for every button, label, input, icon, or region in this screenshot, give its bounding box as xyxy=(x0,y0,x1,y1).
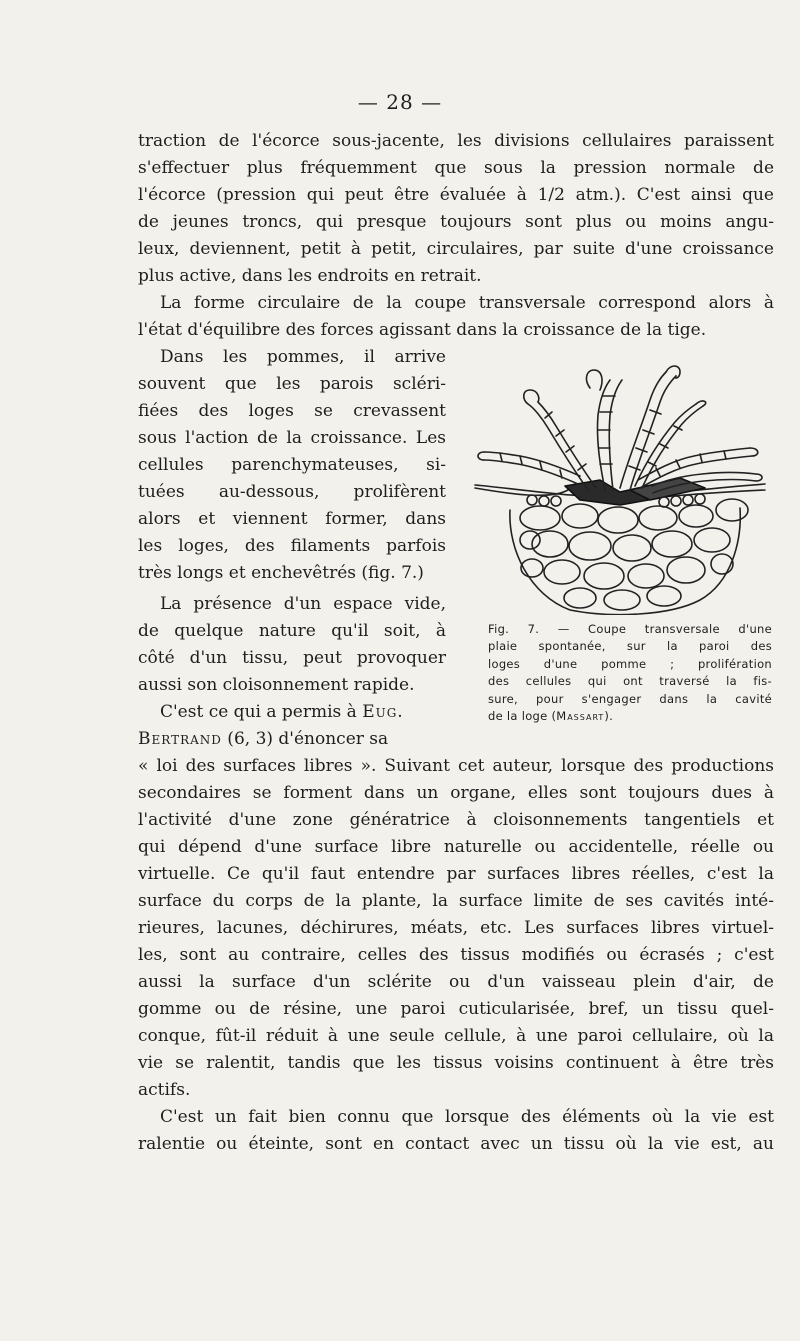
wrap-line: Dans les pommes, il arrive xyxy=(160,347,446,367)
body-line: surface du corps de la plante, la surface limite de ses cavités inté- xyxy=(138,891,774,911)
wrap-line-text: C'est ce qui a permis à xyxy=(160,702,363,722)
caption-author: Massart xyxy=(556,708,605,723)
caption-line: sure, pour s'engager dans la cavité xyxy=(488,691,772,706)
body-line: aussi la surface d'un sclérite ou d'un vaisseau plein d'air, de xyxy=(138,972,774,992)
body-line: C'est un fait bien connu que lorsque des éléments où la vie est xyxy=(160,1107,774,1127)
caption-line: Fig. 7. — Coupe transversale d'une xyxy=(488,622,772,636)
caption-text: de la loge ( xyxy=(488,708,557,723)
body-line: La forme circulaire de la coupe transversale correspond alors à xyxy=(160,293,774,313)
body-line: secondaires se forment dans un organe, elles sont toujours dues à xyxy=(138,783,774,803)
body-line: leux, deviennent, petit à petit, circulaires, par suite d'une croissance xyxy=(138,239,774,259)
body-line: vie se ralentit, tandis que les tissus voisins continuent à être très xyxy=(138,1053,774,1073)
body-line: les, sont au contraire, celles des tissus modifiés ou écrasés ; c'est xyxy=(138,945,774,965)
body-line: rieures, lacunes, déchirures, méats, etc. Les surfaces libres virtuel- xyxy=(138,918,774,938)
author-bertrand: Bertrand xyxy=(138,729,222,749)
caption-line xyxy=(470,708,772,725)
wrap-line: fiées des loges se crevassent xyxy=(138,401,446,421)
apple-locule-cross-section-illustration xyxy=(470,360,770,615)
wrap-line: les loges, des filaments parfois xyxy=(138,536,446,556)
wrap-line xyxy=(138,726,446,752)
body-line: virtuelle. Ce qu'il faut entendre par surfaces libres réelles, c'est la xyxy=(138,864,774,884)
body-line: ralentie ou éteinte, sont en contact avec un tissu où la vie est, au xyxy=(138,1134,774,1154)
body-line: conque, fût-il réduit à une seule cellule, à une paroi cellulaire, où la xyxy=(138,1026,774,1046)
body-line: qui dépend d'une surface libre naturelle ou accidentelle, réelle ou xyxy=(138,837,774,857)
wrap-line: très longs et enchevêtrés (fig. 7.) xyxy=(138,563,424,583)
wrap-line: alors et viennent former, dans xyxy=(138,509,446,529)
caption-line: plaie spontanée, sur la paroi des xyxy=(488,639,772,654)
body-line: s'effectuer plus fréquemment que sous la pression normale de xyxy=(138,158,774,178)
page-number: — 28 — xyxy=(357,90,443,114)
wrap-line: sous l'action de la croissance. Les xyxy=(138,428,446,448)
caption-end: ). xyxy=(604,708,614,723)
body-line: actifs. xyxy=(138,1080,191,1100)
body-line: de jeunes troncs, qui presque toujours sont plus ou moins angu- xyxy=(138,212,774,232)
body-line: plus active, dans les endroits en retrait. xyxy=(138,266,482,286)
wrap-line xyxy=(138,699,446,725)
wrap-line: La présence d'un espace vide, xyxy=(160,594,446,614)
body-line: l'écorce (pression qui peut être évaluée à 1/2 atm.). C'est ainsi que xyxy=(138,185,774,205)
wrap-line: cellules parenchymateuses, si- xyxy=(138,455,446,475)
wrap-line: de quelque nature qu'il soit, à xyxy=(138,621,446,641)
caption-line: des cellules qui ont traversé la fis- xyxy=(488,674,772,689)
body-line: l'activité d'une zone génératrice à cloisonnements tangentiels et xyxy=(138,810,774,830)
wrap-line: côté d'un tissu, peut provoquer xyxy=(138,648,446,668)
body-line: gomme ou de résine, une paroi cuticularisée, bref, un tissu quel- xyxy=(138,999,774,1019)
body-line: traction de l'écorce sous-jacente, les divisions cellulaires paraissent xyxy=(138,131,774,151)
caption-line: loges d'une pomme ; prolifération xyxy=(488,656,772,671)
body-line: l'état d'équilibre des forces agissant dans la croissance de la tige. xyxy=(138,320,707,340)
body-line: « loi des surfaces libres ». Suivant cet auteur, lorsque des productions xyxy=(138,756,774,776)
wrap-line: aussi son cloisonnement rapide. xyxy=(138,675,415,695)
author-eug: Eug. xyxy=(362,702,404,722)
wrap-line: tuées au-dessous, prolifèrent xyxy=(138,482,446,502)
reference-text: (6, 3) d'énoncer sa xyxy=(221,729,389,749)
figure-caption xyxy=(470,621,772,725)
wrap-line: souvent que les parois scléri- xyxy=(138,374,446,394)
